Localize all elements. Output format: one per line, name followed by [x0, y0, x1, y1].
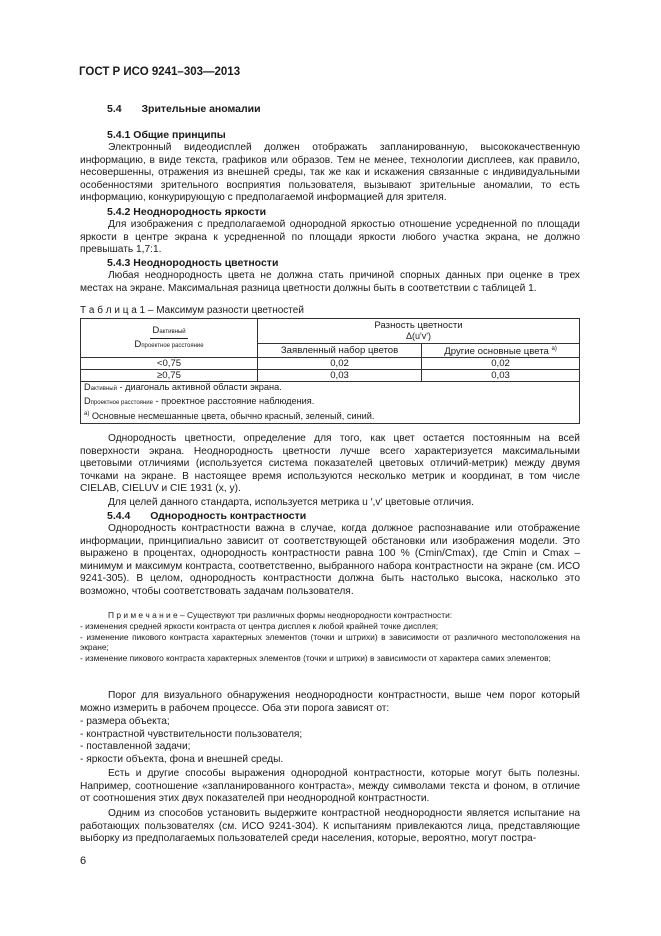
section-title: Неоднородность цветности [133, 257, 279, 269]
list-item: - яркости объекта, фона и внешней среды. [80, 753, 284, 765]
paragraph-text: Для целей данного стандарта, используется метрика u ′,v′ цветовые отличия. [108, 497, 474, 508]
page-header: ГОСТ Р ИСО 9241–303—2013 [79, 66, 241, 78]
section-number: 5.4.1 [107, 129, 131, 141]
ratio-denominator: Dпроектное расстояние [134, 338, 204, 350]
list-item: - поставленной задачи; [80, 741, 191, 753]
page-number: 6 [80, 855, 87, 867]
note-item: - изменение пикового контраста характерных элементов (точки и штрихи) в зависимости от характера самих элементов; [80, 653, 551, 664]
paragraph-text: Порог для визуального обнаружения неоднородности контрастности, выше чем порог который можно измерить в рабочем процессе. Оба эти порога зависят от: [80, 690, 580, 714]
testing-paragraph [80, 808, 580, 846]
paragraph-text: Есть и другие способы выражения однородной контрастности, которые могут быть полезны. Например, соотношение «запланированного контраста», между символами текста и фоном, в отличие от соотношения этих двух показателей при неоднородной контрастности. [80, 768, 580, 805]
ratio-numerator: Dактивный [150, 325, 187, 339]
section-number: 5.4 [107, 103, 122, 115]
note-block [80, 610, 580, 664]
uniformity-paragraph [80, 433, 580, 496]
section-5-4-1-heading [107, 129, 226, 141]
group-header-label: Разность цветности [374, 320, 463, 331]
note-text: – Существуют три различных формы неоднородности контрастности: [177, 610, 453, 620]
metric-paragraph [80, 497, 580, 510]
section-5-4-2-text [80, 219, 580, 257]
table-row [81, 358, 580, 370]
section-5-4-3-text [80, 270, 580, 295]
other-methods-paragraph [80, 768, 580, 806]
row-value: 0,02 [422, 358, 580, 370]
section-5-4-2-heading [107, 206, 266, 218]
paragraph-text: Для изображения с предполагаемой однородной яркостью отношение усредненной по площади яркости в центре экрана к усредненной по площади яркости любого участка экрана, не должно превышать 1,7:1. [80, 219, 580, 256]
paragraph-text: Однородность цветности, определение для того, как цвет остается постоянным на всей поверхности экрана. Неоднородность цветности лучше всего характеризуется максимальными цветовыми отличиями (используется система показателей цветовых отличий-метрик) между двумя точками на экране. В настоящее время используются несколько метрик и координат, в том числе CIELAB, CIELUV и CIE 1931 (x, y). [80, 433, 580, 495]
group-header [258, 319, 580, 344]
row-label: <0,75 [81, 358, 258, 370]
group-header-symbol: Δ(u'v') [406, 331, 431, 341]
chromaticity-table [80, 318, 580, 424]
threshold-list [80, 716, 580, 766]
table-caption-prefix: Т а б л и ц а 1 [80, 305, 146, 316]
threshold-paragraph [80, 690, 580, 715]
table-note: $^{а)}$ Основные несмешанные цвета, обычно красный, зеленый, синий. [84, 411, 375, 422]
table-caption-text: – Максимум разности цветностей [145, 305, 304, 316]
column-header-other: Другие основные цвета $^{а)}$ [422, 344, 580, 358]
row-label: ≥0,75 [81, 370, 258, 382]
section-5-4-4-text [80, 523, 580, 599]
section-number: 5.4.4 [107, 510, 131, 522]
note-item: - изменение пикового контраста характерных элементов (точки и штрихи) в зависимости от различного местоположения на экране; [80, 631, 580, 653]
column-header-declared: Заявленный набор цветов [258, 344, 422, 358]
table-note: Dактивный - диагональ активной области экрана. [84, 382, 282, 393]
section-number: 5.4.2 [107, 206, 131, 218]
section-title: Зрительные аномалии [141, 103, 261, 115]
section-5-4-3-heading [107, 257, 278, 269]
note-heading [80, 610, 580, 621]
row-value: 0,03 [422, 370, 580, 382]
paragraph-text: Одним из способов установить выдержите контрастной неоднородности является испытание на работающих пользователях (см. ИСО 9241-304). К испытаниям привлекаются лица, представляющие выборку из предполагаемых пользователей среди населения, которые, вероятно, могут постра- [80, 808, 580, 845]
section-5-4-heading [107, 103, 261, 115]
section-number: 5.4.3 [107, 257, 131, 269]
section-title: Неоднородность яркости [133, 206, 267, 218]
table-note: Dпроектное расстояние - проектное расстояние наблюдения. [84, 395, 315, 406]
section-title: Однородность контрастности [150, 510, 307, 522]
note-prefix: П р и м е ч а н и е [108, 610, 178, 620]
paragraph-text: Однородность контрастности важна в случае, когда должное распознавание или отображение информации, принципиально зависит от соответствующей обстановки или изображения модели. Это выражено в процентах, однородность контрастности равна 100 % (Cmin/Cmax), где Cmin и Cmax – минимум и максимум контраста, соответственно, выбранного набора контрастности на экране (см. ИСО 9241-305). В целом, однородность контрастности должна быть настолько высока, насколько это возможно, чтобы соответствовать задачам пользователя. [80, 523, 580, 597]
section-title: Общие принципы [133, 129, 226, 141]
section-5-4-4-heading [107, 510, 306, 522]
list-item: - размера объекта; [80, 716, 170, 727]
note-item: - изменения средней яркости контраста от центра дисплея к любой крайней точке дисплея; [80, 620, 439, 631]
list-item: - контрастной чувствительности пользователя; [80, 728, 303, 740]
paragraph-text: Любая неоднородность цвета не должна стать причиной спорных данных при оценке в трех местах на экране. Максимальная разница цветности должны быть в соответствии с таблицей 1. [80, 270, 580, 294]
ratio-header [81, 319, 258, 358]
table-notes [81, 382, 580, 424]
row-value: 0,03 [258, 370, 422, 382]
table-row [81, 370, 580, 382]
paragraph-text: Электронный видеодисплей должен отображать запланированную, высококачественную информацию, в виде текста, графиков или образов. Тем не менее, технологии дисплеев, как правило, несовершенны, отражения из внешней среды, так же как и искажения связанные с индивидуальными особенностями зрительного восприятия пользователя, вызывают зрительные аномалии, то есть информацию, конкурирующую с предполагаемой информацией для зрителя. [80, 142, 580, 204]
table-caption [80, 305, 304, 316]
row-value: 0,02 [258, 358, 422, 370]
section-5-4-1-text [80, 142, 580, 205]
